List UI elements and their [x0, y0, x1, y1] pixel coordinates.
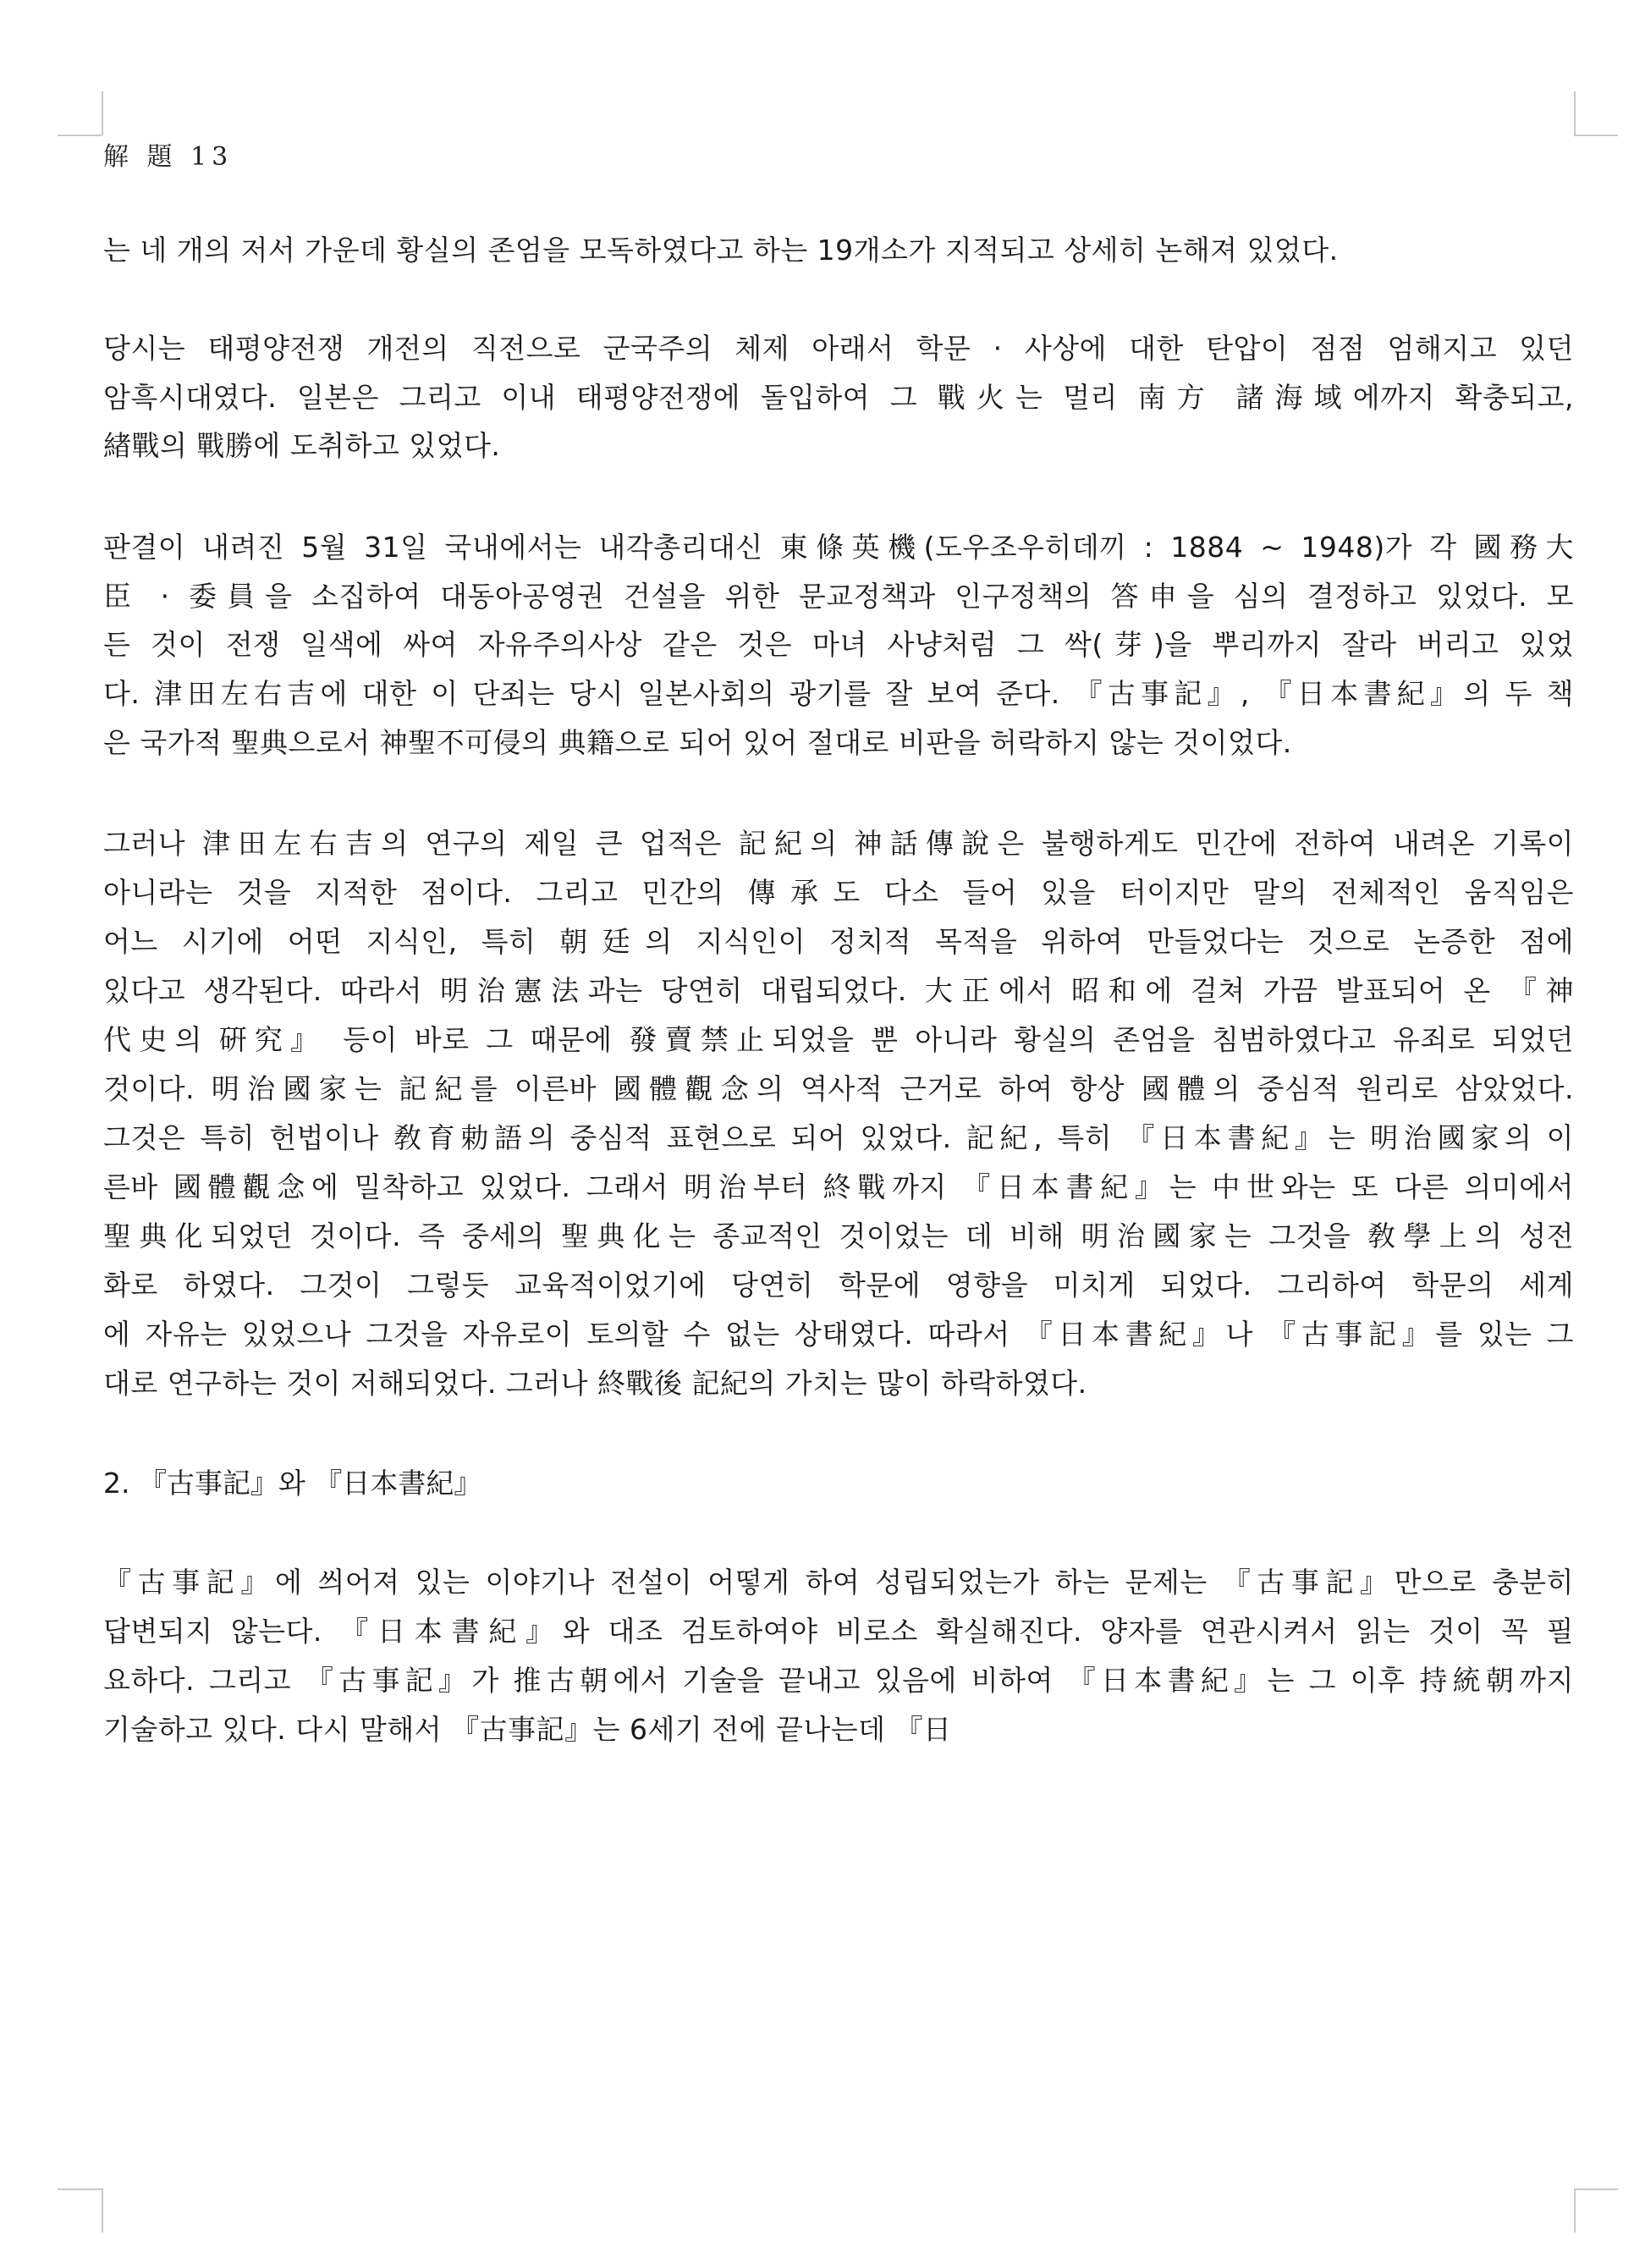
- text-line: 기술하고 있다. 다시 말해서 『古事記』는 6세기 전에 끝나는데 『日: [103, 1713, 952, 1746]
- text-line: 은 국가적 聖典으로서 神聖不可侵의 典籍으로 되어 있어 절대로 비판을 허락하지 않는 것이었다.: [103, 726, 1292, 759]
- crop-mark-top-left-vertical: [102, 91, 103, 135]
- crop-mark-bottom-right-horizontal: [1574, 2188, 1618, 2190]
- running-head: 解 題 13: [103, 142, 234, 172]
- text-line: 당시는 태평양전쟁 개전의 직전으로 군국주의 체제 아래서 학문 · 사상에 대한 탄압이 점점 엄해지고 있던: [103, 332, 1574, 365]
- text-line: 대로 연구하는 것이 저해되었다. 그러나 終戰後 記紀의 가치는 많이 하락하였다.: [103, 1367, 1087, 1400]
- text-line: 聖典化되었던 것이다. 즉 중세의 聖典化는 종교적인 것이었는 데 비해 明治國家는 그것을 敎學上의 성전: [103, 1219, 1574, 1252]
- text-line: 에 자유는 있었으나 그것을 자유로이 토의할 수 없는 상태였다. 따라서 『日本書紀』나 『古事記』를 있는 그: [103, 1318, 1574, 1351]
- text-line: 臣 · 委員을 소집하여 대동아공영권 건설을 위한 문교정책과 인구정책의 答申을 심의 결정하고 있었다. 모: [103, 580, 1574, 613]
- text-line: 판결이 내려진 5월 31일 국내에서는 내각총리대신 東條英機(도우조우히데끼 : 1884 ~ 1948)가 각 國務大: [103, 531, 1574, 564]
- text-line: 든 것이 전쟁 일색에 싸여 자유주의사상 같은 것은 마녀 사냥처럼 그 싹(芽)을 뿌리까지 잘라 버리고 있었: [103, 628, 1574, 661]
- crop-mark-bottom-right-vertical: [1574, 2188, 1576, 2232]
- text-line: 『古事記』에 씌어져 있는 이야기나 전설이 어떻게 하여 성립되었는가 하는 문제는 『古事記』만으로 충분히: [103, 1566, 1574, 1599]
- crop-mark-top-right-horizontal: [1574, 135, 1618, 136]
- text-line: 代史의 硏究』 등이 바로 그 때문에 發賣禁止되었을 뿐 아니라 황실의 존엄을 침범하였다고 유죄로 되었던: [103, 1023, 1574, 1056]
- text-line: 다. 津田左右吉에 대한 이 단죄는 당시 일본사회의 광기를 잘 보여 준다. 『古事記』, 『日本書紀』의 두 책: [103, 677, 1574, 710]
- text-line: 암흑시대였다. 일본은 그리고 이내 태평양전쟁에 돌입하여 그 戰火는 멀리 南方 諸海域에까지 확충되고,: [103, 381, 1574, 414]
- text-line: 緖戰의 戰勝에 도취하고 있었다.: [103, 429, 501, 462]
- text-line: 그러나 津田左右吉의 연구의 제일 큰 업적은 記紀의 神話傳說은 불행하게도 민간에 전하여 내려온 기록이: [103, 827, 1574, 860]
- crop-mark-bottom-left-vertical: [102, 2188, 103, 2232]
- text-line: 는 네 개의 저서 가운데 황실의 존엄을 모독하였다고 하는 19개소가 지적되고 상세히 논해져 있었다.: [103, 234, 1339, 267]
- text-line: 화로 하였다. 그것이 그렇듯 교육적이었기에 당연히 학문에 영향을 미치게 되었다. 그리하여 학문의 세계: [103, 1269, 1574, 1302]
- text-line: 것이다. 明治國家는 記紀를 이른바 國體觀念의 역사적 근거로 하여 항상 國體의 중심적 원리로 삼았었다.: [103, 1072, 1574, 1105]
- section-heading: 2. 『古事記』와 『日本書紀』: [103, 1467, 482, 1500]
- text-line: 아니라는 것을 지적한 점이다. 그리고 민간의 傳承도 다소 들어 있을 터이지만 말의 전체적인 움직임은: [103, 876, 1574, 909]
- text-line: 있다고 생각된다. 따라서 明治憲法과는 당연히 대립되었다. 大正에서 昭和에 걸쳐 가끔 발표되어 온 『神: [103, 974, 1574, 1007]
- text-line: 른바 國體觀念에 밀착하고 있었다. 그래서 明治부터 終戰까지 『日本書紀』는 中世와는 또 다른 의미에서: [103, 1170, 1574, 1203]
- crop-mark-top-left-horizontal: [58, 135, 102, 136]
- text-line: 어느 시기에 어떤 지식인, 특히 朝廷의 지식인이 정치적 목적을 위하여 만들었다는 것으로 논증한 점에: [103, 925, 1574, 958]
- crop-mark-top-right-vertical: [1574, 91, 1576, 135]
- crop-mark-bottom-left-horizontal: [58, 2188, 102, 2190]
- text-line: 답변되지 않는다. 『日本書紀』와 대조 검토하여야 비로소 확실해진다. 양자를 연관시켜서 읽는 것이 꼭 필: [103, 1615, 1574, 1648]
- text-line: 요하다. 그리고 『古事記』가 推古朝에서 기술을 끝내고 있음에 비하여 『日本書紀』는 그 이후 持統朝까지: [103, 1664, 1574, 1697]
- text-line: 그것은 특히 헌법이나 敎育勅語의 중심적 표현으로 되어 있었다. 記紀, 특히 『日本書紀』는 明治國家의 이: [103, 1121, 1574, 1154]
